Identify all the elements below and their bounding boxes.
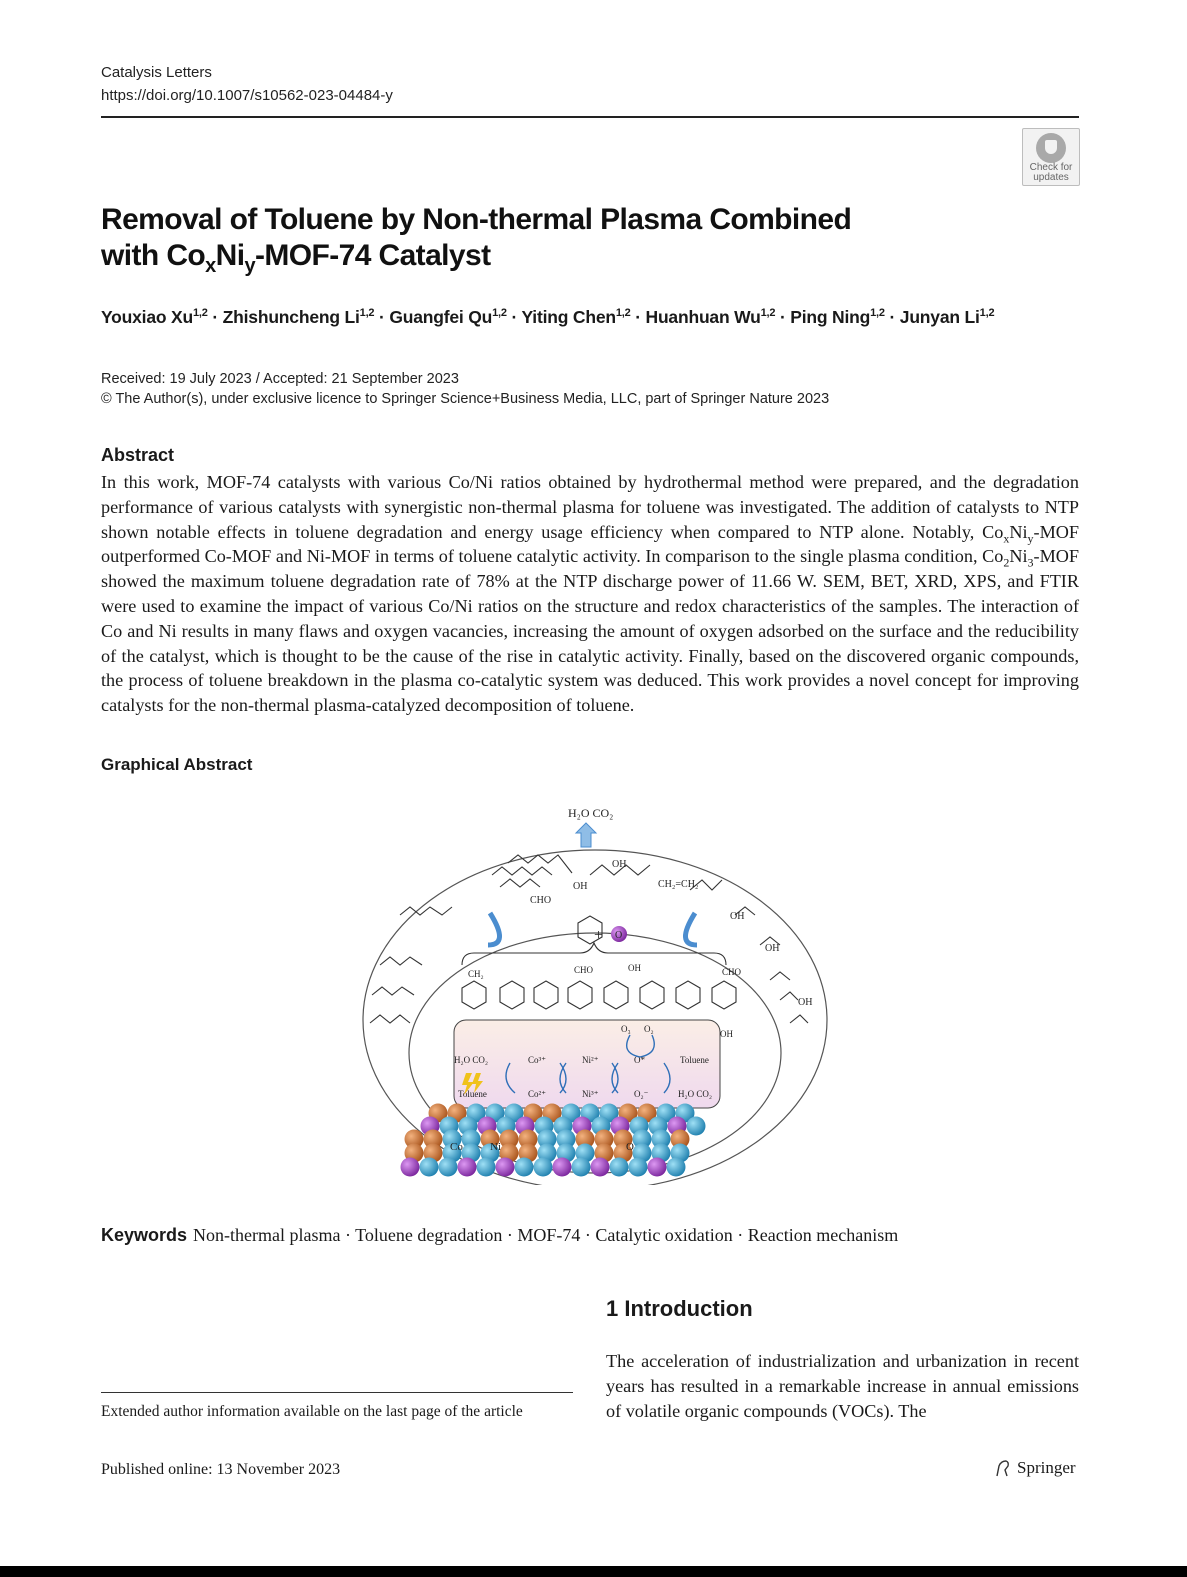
o-atom-label: O [615,930,623,941]
check-for-updates-button[interactable] [1022,128,1080,186]
publisher-name: Springer [1017,1458,1076,1477]
footnote-rule [101,1392,573,1393]
author-separator: · [884,307,900,327]
introduction-text: The acceleration of industrialization and urbanization in recent years has resulted in a remarkable increase in annual emissions of volatile organic compounds (VOCs). The [606,1351,1079,1421]
atom-sphere [401,1158,420,1177]
cho-label-2: CHO [574,965,594,975]
co3-label: Co³⁺ [528,1055,546,1065]
atom-sphere [458,1158,477,1177]
atom-sphere [572,1158,591,1177]
oh-label-6: OH [628,963,641,973]
author-affiliation: 1,2 [359,307,375,320]
journal-header [101,61,393,107]
author-name[interactable]: Ping Ning [790,307,871,327]
article-title: Removal of Toluene by Non-thermal Plasma Combined with $Co_xNi_y-MOF-74$ Catalyst [101,203,852,277]
panel-toluene-left: Toluene [458,1089,487,1099]
author-separator: · [506,307,522,327]
ch2-label: CH₂ [468,969,484,979]
author-separator: · [775,307,791,327]
atom-sphere [439,1158,458,1177]
abstract-text: In this work, MOF-74 catalysts with various Co/Ni ratios obtained by hydrothermal method were prepared, and the degradation performance of various catalysts with synergistic non-thermal plasma for toluene was investigated. The addition of catalysts to NTP shown notable effects in toluene degradation and energy usage efficiency when compared to NTP alone. Notably, $Co_xNi_y$-MOF outperformed Co-MOF and Ni-MOF in terms of toluene catalytic activity. In comparison to the single plasma condition, $Co_2Ni_3$-MOF showed the maximum toluene degradation rate of 78% at the NTP discharge power of 11.66 W. SEM, BET, XRD, XPS, and FTIR were used to examine the impact of various Co/Ni ratios on the structure and redox characteristics of the samples. The interaction of Co and Ni results in many flaws and oxygen vacancies, increasing the amount of oxygen adsorbed on the surface and the reducibility of the catalyst, which is thought to be the cause of the rise in catalytic activity. Finally, based on the discovered organic compounds, the process of toluene breakdown in the plasma co-catalytic system was deduced. This work provides a novel concept for improving catalysts for the non-thermal plasma-catalyzed decomposition of toluene. [101,472,1079,716]
footnote: Extended author information available on the last page of the article [101,1403,523,1420]
oh-label-2: OH [612,859,627,870]
author-name[interactable]: Guangfei Qu [389,307,493,327]
ni3-label: Ni³⁺ [582,1089,599,1099]
received-date: Received: 19 July 2023 / Accepted: 21 September 2023 [101,371,459,387]
ethylene-label: CH₂=CH₂ [658,879,699,890]
cho-label-3: CHO [722,967,742,977]
atom-sphere [687,1117,706,1136]
atom-sphere [496,1158,515,1177]
header-rule [101,116,1079,118]
copyright: © The Author(s), under exclusive licence to Springer Science+Business Media, LLC, part of Springer Nature 2023 [101,391,830,407]
oh-label: OH [573,881,588,892]
publisher-logo[interactable] [993,1458,1076,1478]
author-list [101,307,1101,328]
author-affiliation: 1,2 [193,307,208,320]
author-name[interactable]: Zhishuncheng Li [222,307,360,327]
oh-label-5: OH [798,997,813,1008]
author-separator: · [374,307,390,327]
graphical-abstract-figure [350,795,830,1185]
author-separator: · [207,307,223,327]
cho-label: CHO [530,895,552,906]
section-heading-introduction: 1 Introduction [606,1296,753,1321]
oh-label-4: OH [765,943,780,954]
author-name[interactable]: Youxiao Xu [101,307,193,327]
author-name[interactable]: Junyan Li [899,307,980,327]
atom-sphere [610,1158,629,1177]
oh-label-3: OH [730,911,745,922]
co-atom-label: Co [450,1141,463,1153]
o3-label: O₃ [621,1024,631,1034]
o-atom-label-surface: O [626,1141,634,1153]
author-name[interactable]: Yiting Chen [521,307,616,327]
author-affiliation: 1,2 [760,307,776,320]
author-affiliation: 1,2 [979,307,995,320]
graphical-abstract-heading: Graphical Abstract [101,755,253,774]
panel-toluene-right: Toluene [680,1055,709,1065]
top-products: H₂O CO₂ [568,806,614,820]
author-affiliation: 1,2 [492,307,507,320]
atom-sphere [515,1158,534,1177]
panel-h2o-co2-right: H₂O CO₂ [678,1089,713,1099]
oh-label-7: OH [720,1029,733,1039]
ni-atom-label: Ni [490,1141,501,1153]
atom-sphere [420,1158,439,1177]
atom-sphere [591,1158,610,1177]
atom-sphere [553,1158,572,1177]
plus-sign: + [594,927,604,944]
keywords [101,1225,898,1246]
author-separator: · [630,307,646,327]
keywords-label: Keywords [101,1225,188,1245]
o-star-label: O* [634,1055,645,1065]
catalyst-surface [401,1104,706,1177]
abstract-heading: Abstract [101,445,175,465]
atom-sphere [648,1158,667,1177]
author-name[interactable]: Huanhuan Wu [645,307,761,327]
author-affiliation: 1,2 [870,307,885,320]
ni2-label: Ni²⁺ [582,1055,599,1065]
atom-sphere [667,1158,686,1177]
check-updates-label: Check for updates [1029,162,1073,183]
page-bottom-bar [0,1566,1187,1577]
atom-sphere [629,1158,648,1177]
doi-link[interactable]: https://doi.org/10.1007/s10562-023-04484-y [101,87,393,104]
article-dates [101,369,829,409]
atom-sphere [477,1158,496,1177]
journal-name: Catalysis Letters [101,64,212,81]
co2-label: Co²⁺ [528,1089,546,1099]
keywords-value: Non-thermal plasma · Toluene degradation · MOF-74 · Catalytic oxidation · Reaction mechanism [193,1225,899,1245]
published-date: Published online: 13 November 2023 [101,1461,341,1478]
panel-h2o-co2-left: H₂O CO₂ [454,1055,489,1065]
springer-horse-icon [993,1458,1013,1478]
bookmark-icon [1036,133,1066,163]
o2-label: O₂ [644,1024,654,1034]
author-affiliation: 1,2 [615,307,631,320]
o2-minus-label: O₂⁻ [634,1089,649,1099]
atom-sphere [534,1158,553,1177]
